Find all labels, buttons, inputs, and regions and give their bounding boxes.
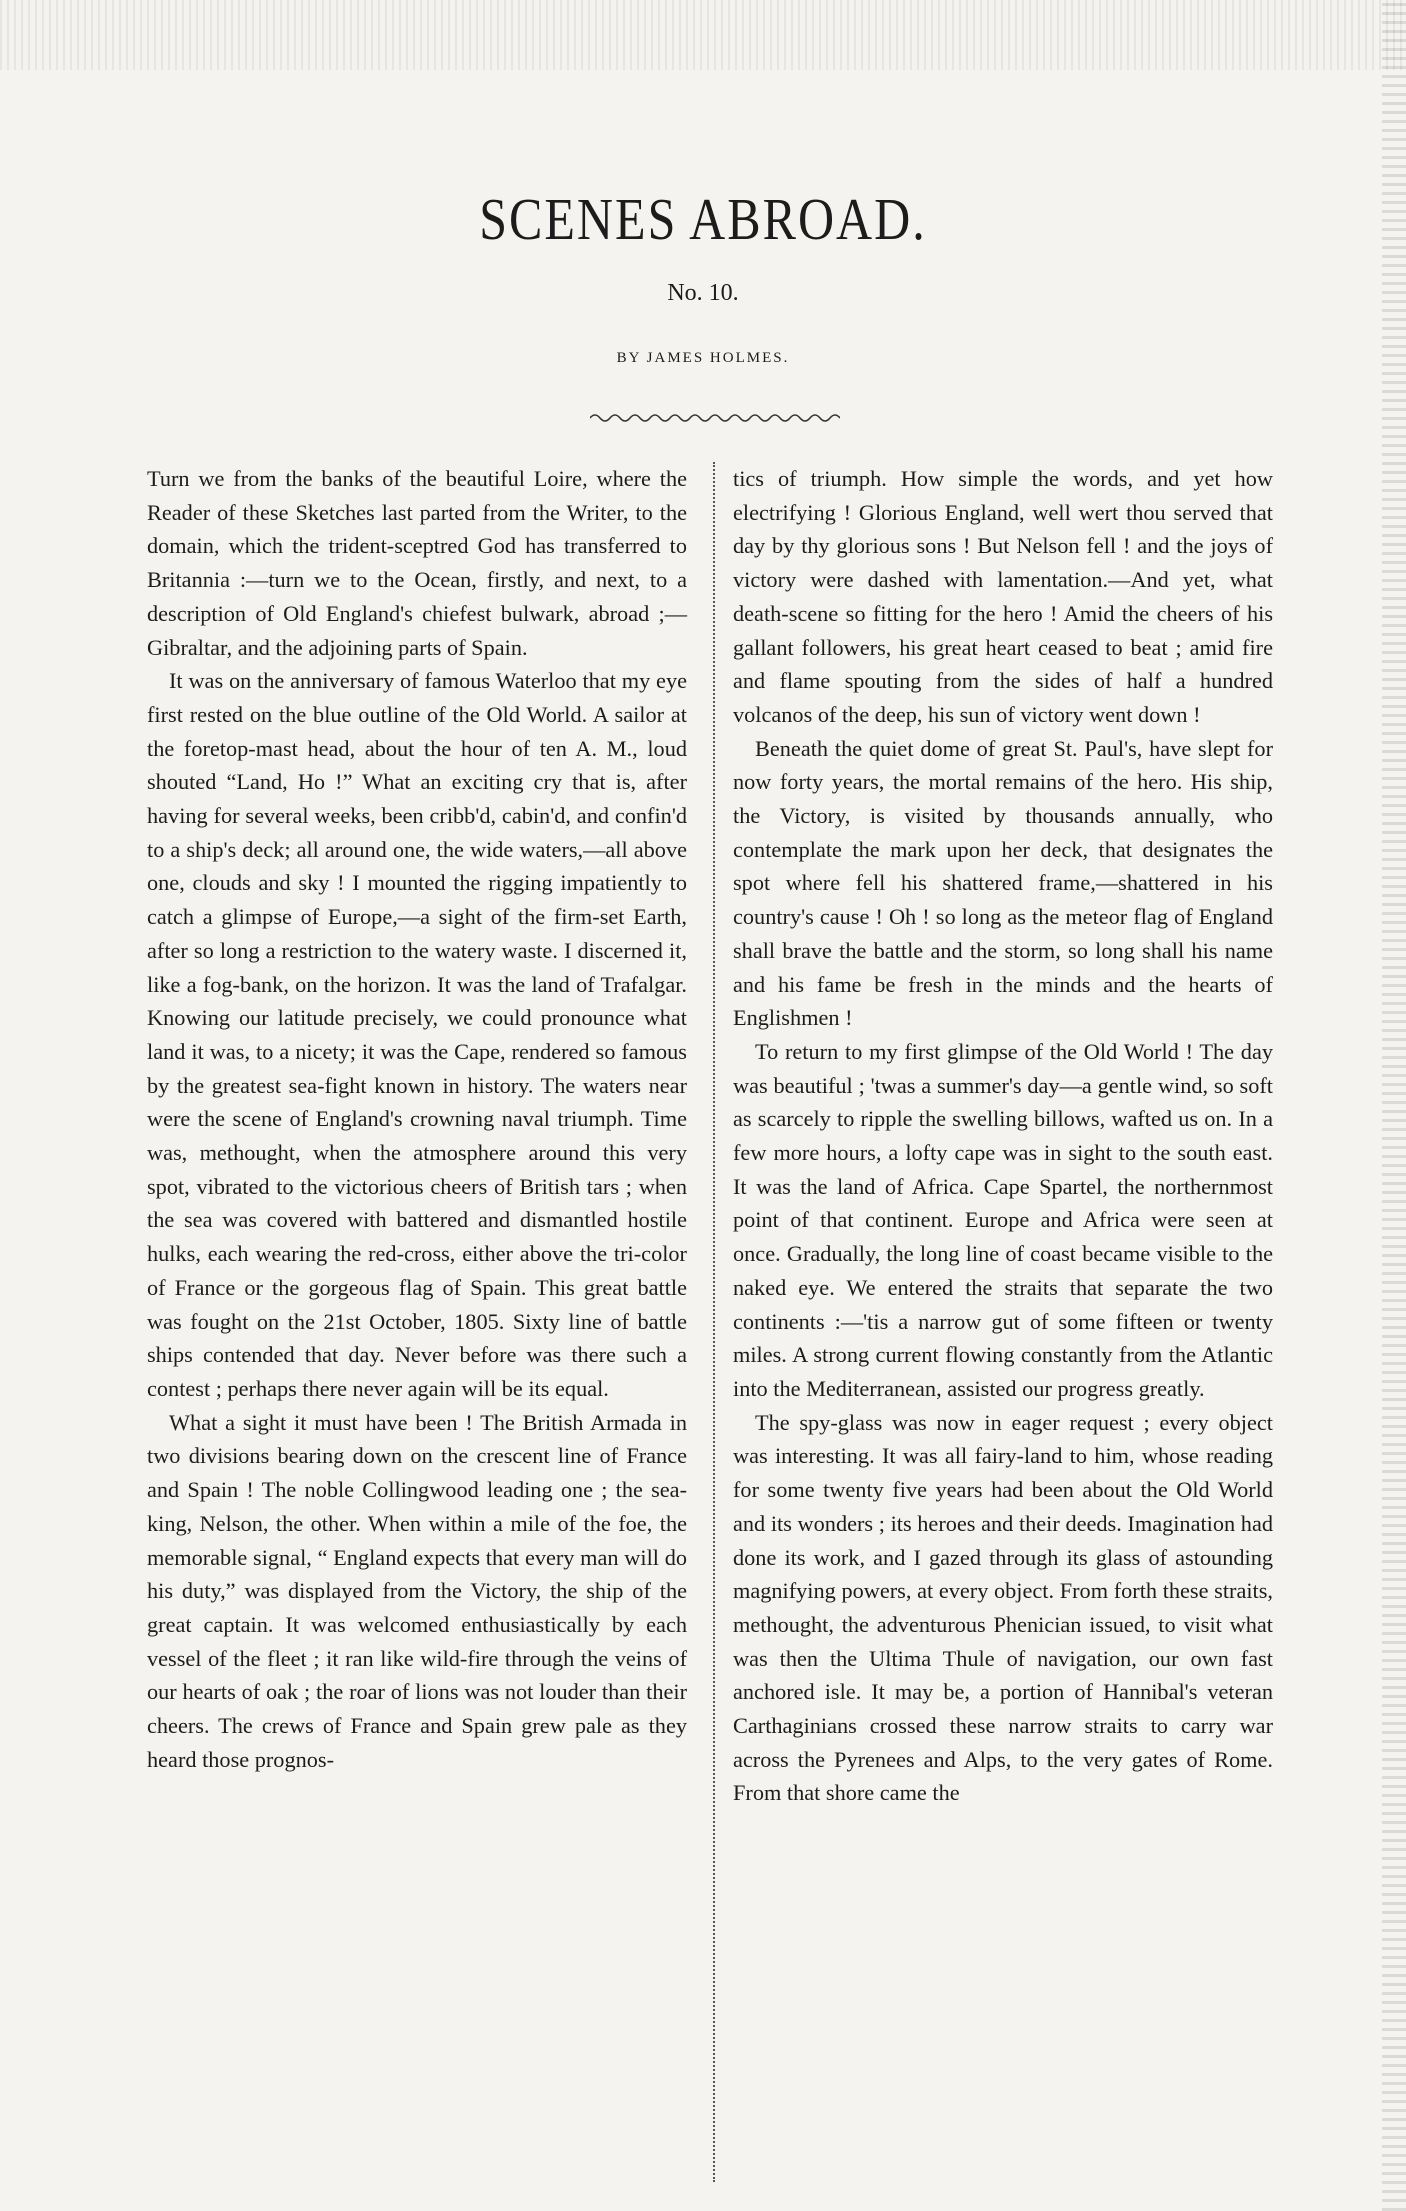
- scan-noise-top: [0, 0, 1406, 70]
- paragraph: To return to my first glimpse of the Old World ! The day was beautiful ; 'twas a summer's day—a gentle wind, so soft as scarcely to ripple the swelling billows, wafted us on. In a few more hours, a lofty cape was in sight to the south east. It was the land of Africa. Cape Spartel, the northernmost point of that continent. Europe and Africa were seen at once. Gradually, the long line of coast became visible to the naked eye. We entered the straits that separate the two continents :—'tis a narrow gut of some fifteen or twenty miles. A strong current flowing constantly from the Atlantic into the Mediterranean, assisted our progress greatly.: [733, 1038, 1273, 1401]
- paragraph: tics of triumph. How simple the words, and yet how electrifying ! Glorious England, well wert thou served that day by thy glorious sons ! But Nelson fell ! and the joys of victory were dashed with lamentation.—And yet, what death-scene so fitting for the hero ! Amid the cheers of his gallant followers, his great heart ceased to beat ; amid fire and flame spouting from the sides of half a hundred volcanos of the deep, his sun of victory went down !: [733, 466, 1273, 727]
- paragraph: It was on the anniversary of famous Waterloo that my eye first rested on the blue outline of the Old World. A sailor at the foretop-mast head, about the hour of ten A. M., loud shouted “Land, Ho !” What an exciting cry that is, after having for several weeks, been cribb'd, cabin'd, and confin'd to a ship's deck; all around one, the wide waters,—all above one, clouds and sky ! I mounted the rigging impatiently to catch a glimpse of Europe,—a sight of the firm-set Earth, after so long a restriction to the watery waste. I discerned it, like a fog-bank, on the horizon. It was the land of Trafalgar. Knowing our latitude precisely, we could pronounce what land it was, to a nicety; it was the Cape, rendered so famous by the greatest sea-fight known in history. The waters near were the scene of England's crowning naval triumph. Time was, methought, when the atmosphere around this very spot, vibrated to the victorious cheers of British tars ; when the sea was covered with battered and dismantled hostile hulks, each wearing the red-cross, either above the tri-color of France or the gorgeous flag of Spain. This great battle was fought on the 21st October, 1805. Sixty line of battle ships contended that day. Never before was there such a contest ; perhaps there never again will be its equal.: [147, 668, 687, 1401]
- scan-edge-right: [1382, 0, 1406, 2211]
- paragraph: Beneath the quiet dome of great St. Paul's, have slept for now forty years, the mortal remains of the hero. His ship, the Victory, is visited by thousands annually, who contemplate the mark upon her deck, that designates the spot where fell his shattered frame,—shattered in his country's cause ! Oh ! so long as the meteor flag of England shall brave the battle and the storm, so long shall his name and his fame be fresh in the minds and the hearts of Englishmen !: [733, 735, 1273, 1031]
- article-number: No. 10.: [667, 280, 739, 306]
- article-title: SCENES ABROAD.: [479, 185, 927, 253]
- left-column: [147, 462, 687, 2197]
- paragraph: What a sight it must have been ! The British Armada in two divisions bearing down on the crescent line of France and Spain ! The noble Collingwood leading one ; the sea-king, Nelson, the other. When within a mile of the foe, the memorable signal, “ England expects that every man will do his duty,” was displayed from the Victory, the ship of the great captain. It was welcomed enthusiastically by each vessel of the fleet ; it ran like wild-fire through the veins of our hearts of oak ; the roar of lions was not louder than their cheers. The crews of France and Spain grew pale as they heard those prognos-: [147, 1409, 687, 1772]
- decorative-rule: [590, 410, 840, 426]
- article-byline: BY JAMES HOLMES.: [616, 350, 790, 366]
- column-divider: [713, 462, 715, 2182]
- paragraph: The spy-glass was now in eager request ; every object was interesting. It was all fairy-land to him, whose reading for some twenty five years had been about the Old World and its wonders ; its heroes and their deeds. Imagination had done its work, and I gazed through its glass of astounding magnifying powers, at every object. From forth these straits, methought, the adventurous Phenician issued, to visit what was then the Ultima Thule of navigation, our own fast anchored isle. It may be, a portion of Hannibal's veteran Carthaginians crossed these narrow straits to carry war across the Pyrenees and Alps, to the very gates of Rome. From that shore came the: [733, 1409, 1273, 1806]
- right-column: [733, 462, 1273, 2197]
- paragraph: Turn we from the banks of the beautiful Loire, where the Reader of these Sketches last parted from the Writer, to the domain, which the trident-sceptred God has transferred to Britannia :—turn we to the Ocean, firstly, and next, to a description of Old England's chiefest bulwark, abroad ;—Gibraltar, and the adjoining parts of Spain.: [147, 466, 687, 660]
